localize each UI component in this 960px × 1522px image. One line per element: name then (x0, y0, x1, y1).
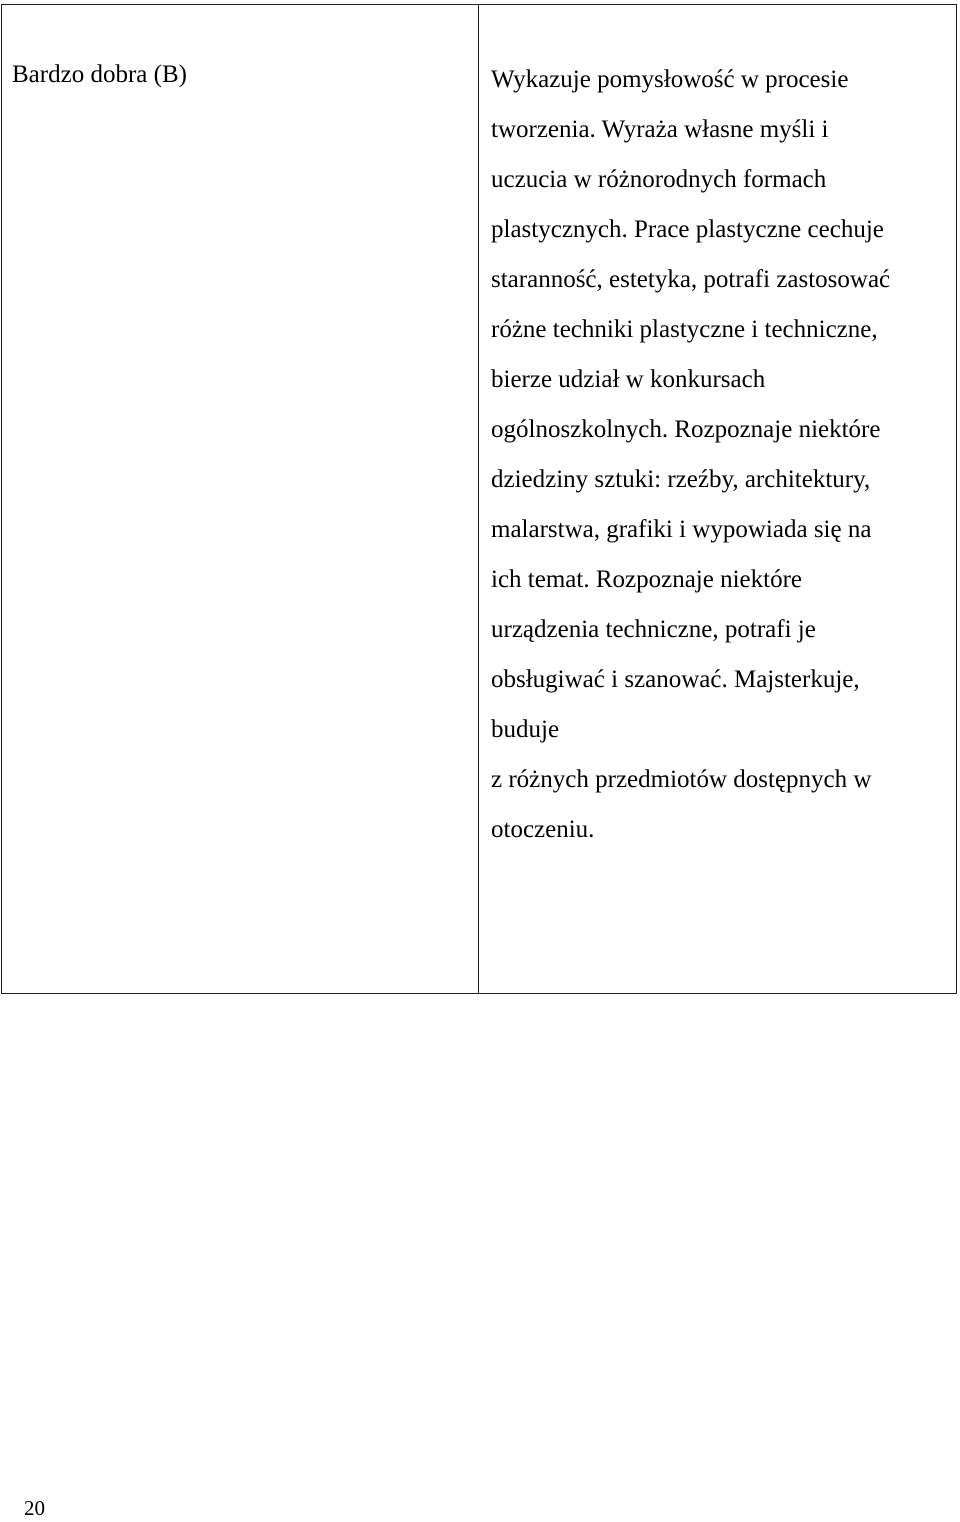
description-line: malarstwa, grafiki i wypowiada się na (491, 516, 872, 543)
description-line: tworzenia. Wyraża własne myśli i (491, 116, 829, 143)
description-line: buduje (491, 716, 560, 743)
description-line: plastycznych. Prace plastyczne cechuje (491, 216, 884, 243)
grade-label: Bardzo dobra (B) (12, 61, 187, 88)
description-line: z różnych przedmiotów dostępnych w (491, 766, 872, 793)
description-line: urządzenia techniczne, potrafi je (491, 616, 816, 643)
description-line: dziedziny sztuki: rzeźby, architektury, (491, 466, 871, 493)
description-cell (479, 5, 956, 993)
description-line: Wykazuje pomysłowość w procesie (491, 66, 849, 93)
description-line: różne techniki plastyczne i techniczne, (491, 316, 878, 343)
description-line: obsługiwać i szanować. Majsterkuje, (491, 666, 860, 693)
description-line: bierze udział w konkursach (491, 366, 766, 393)
description-line: ich temat. Rozpoznaje niektóre (491, 566, 802, 593)
description-line: otoczeniu. (491, 816, 595, 843)
grade-cell (2, 5, 479, 993)
description-text (491, 55, 890, 855)
description-line: ogólnoszkolnych. Rozpoznaje niektóre (491, 416, 881, 443)
page-number: 20 (24, 1496, 45, 1520)
description-line: uczucia w różnorodnych formach (491, 166, 827, 193)
description-line: staranność, estetyka, potrafi zastosować (491, 266, 891, 293)
grade-criteria-table (1, 4, 957, 994)
